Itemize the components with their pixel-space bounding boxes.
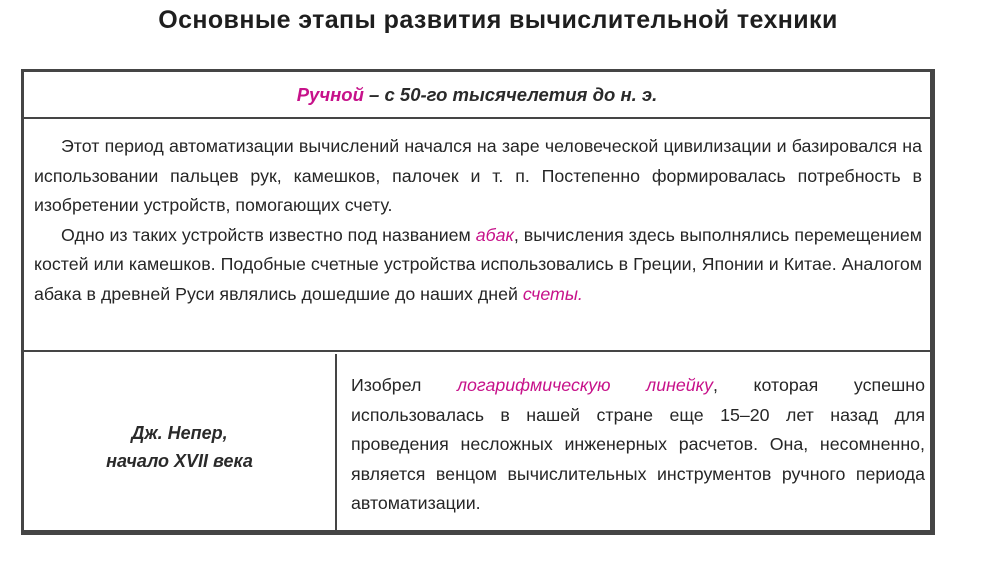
- period-range: – с 50-го тысячелетия до н. э.: [363, 84, 658, 105]
- intro-p2-before: Одно из таких устройств известно под названием: [61, 224, 476, 245]
- term-slide-rule: логарифмическую линейку: [457, 375, 713, 395]
- term-schety: счеты.: [522, 283, 583, 304]
- period-table: [21, 69, 935, 535]
- period-intro: [24, 119, 930, 352]
- milestone-desc-before: Изобрел: [351, 375, 458, 395]
- period-name: Ручной: [296, 84, 364, 105]
- milestone-description: [351, 371, 925, 519]
- term-abacus: абак: [475, 224, 514, 245]
- intro-paragraph-1: Этот период автоматизации вычислений начался на заре человеческой цивилизации и базировался на использовании пальцев рук, камешков, палочек и т. п. Постепенно формировалась потребность в изобретении устройств, помогающих счету.: [34, 136, 922, 215]
- period-header: [24, 72, 930, 119]
- milestone-description-cell: [339, 354, 933, 530]
- intro-p2-after: , вычисления здесь выполнялись перемещением костей или камешков. Подобные счетные устройства использовались в Греции, Японии и Китае. Аналогом абака в древней Руси являлись дошедшие до наших дней: [34, 224, 922, 304]
- page-title: Основные этапы развития вычислительной техники: [158, 6, 838, 34]
- milestone-date: начало XVII века: [106, 451, 253, 471]
- milestone-person-cell: [24, 354, 337, 530]
- intro-paragraph-2: [34, 221, 922, 310]
- milestone-desc-after: , которая успешно использовалась в нашей стране еще 15–20 лет назад для проведения несложных инженерных расчетов. Она, несомненно, является венцом вычислительных инструментов ручного периода автоматизации.: [351, 375, 925, 513]
- milestone-row: [24, 354, 930, 530]
- milestone-person: Дж. Непер,: [131, 423, 228, 443]
